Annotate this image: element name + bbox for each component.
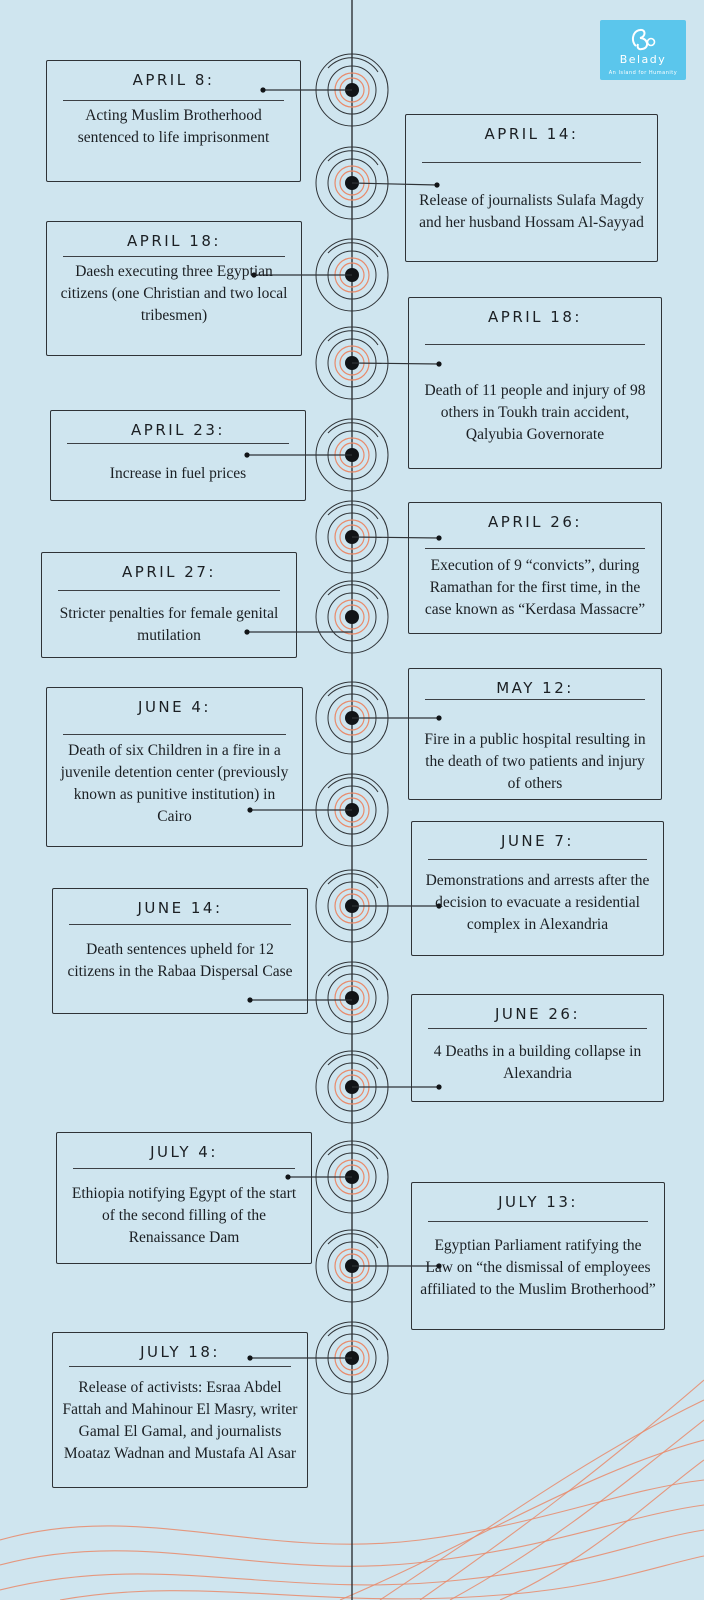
node-arc — [328, 505, 378, 519]
event-card — [411, 994, 664, 1102]
event-date: JULY 13: — [498, 1193, 578, 1211]
event-description: Death of 11 people and injury of 98 others in Toukh train accident, Qalyubia Governorate — [424, 382, 646, 443]
node-dot-7 — [345, 610, 359, 624]
logo-name: Belady — [619, 53, 667, 66]
event-divider — [58, 590, 280, 591]
node-arc — [328, 585, 378, 599]
event-date: JUNE 4: — [138, 698, 211, 716]
event-card — [56, 1132, 312, 1264]
event-date: APRIL 23: — [131, 421, 225, 439]
node-arc — [328, 1055, 378, 1069]
event-date: APRIL 8: — [132, 71, 215, 89]
node-arc — [328, 151, 378, 165]
node-arc — [328, 423, 378, 437]
event-description: Demonstrations and arrests after the decision to evacuate a residential complex in Alexandria — [425, 872, 650, 933]
node-arc — [328, 58, 378, 72]
node-arc — [328, 874, 378, 888]
event-date: JULY 18: — [140, 1343, 220, 1361]
event-divider — [428, 1028, 647, 1029]
node-arc — [328, 243, 378, 257]
event-divider — [63, 734, 286, 735]
event-divider — [73, 1168, 295, 1169]
event-card — [408, 297, 662, 469]
event-card — [46, 60, 301, 182]
logo-tagline: An Island for Humanity — [608, 70, 678, 76]
event-divider — [422, 162, 641, 163]
event-card — [50, 410, 306, 501]
event-description: Ethiopia notifying Egypt of the start of the second filling of the Renaissance Dam — [71, 1185, 297, 1246]
event-description: Egyptian Parliament ratifying the Law on “the dismissal of employees affiliated to the Muslim Brotherhood” — [420, 1237, 656, 1298]
event-card — [405, 114, 658, 262]
decorative-wave-2 — [380, 1400, 704, 1600]
event-date: APRIL 27: — [122, 563, 216, 581]
event-description: Death of six Children in a fire in a juvenile detention center (previously known as punitive institution) in Cairo — [60, 742, 289, 825]
decorative-wave-9 — [60, 1556, 704, 1600]
event-date: MAY 12: — [496, 679, 574, 697]
event-card — [52, 888, 308, 1014]
event-description: Death sentences upheld for 12 citizens in the Rabaa Dispersal Case — [67, 941, 293, 980]
event-card — [408, 668, 662, 800]
event-description: Execution of 9 “convicts”, during Ramathan for the first time, in the case known as “Kerdasa Massacre” — [424, 557, 646, 618]
event-description: Acting Muslim Brotherhood sentenced to life imprisonment — [77, 107, 270, 146]
event-card — [46, 221, 302, 356]
event-divider — [69, 924, 291, 925]
node-arc — [328, 966, 378, 980]
event-card — [408, 502, 662, 634]
event-card — [41, 552, 297, 658]
event-divider — [425, 344, 645, 345]
event-date: JUNE 14: — [137, 899, 223, 917]
event-card — [411, 1182, 665, 1330]
event-divider — [63, 100, 284, 101]
event-date: JULY 4: — [150, 1143, 218, 1161]
event-divider — [63, 256, 285, 257]
event-date: APRIL 18: — [127, 232, 221, 250]
belady-logo-icon — [600, 22, 686, 54]
event-description: Release of activists: Esraa Abdel Fattah and Mahinour El Masry, writer Gamal El Gamal, and journalists Moataz Wadnan and Mustafa Al Asar — [62, 1379, 298, 1462]
event-description: Stricter penalties for female genital mutilation — [59, 605, 279, 644]
event-divider — [425, 699, 645, 700]
event-description: 4 Deaths in a building collapse in Alexandria — [433, 1043, 642, 1082]
event-date: APRIL 18: — [488, 308, 582, 326]
event-description: Increase in fuel prices — [109, 465, 247, 482]
decorative-wave-5 — [500, 1460, 704, 1600]
node-arc — [328, 1145, 378, 1159]
node-dot-11 — [345, 991, 359, 1005]
event-card — [52, 1332, 308, 1488]
node-arc — [328, 778, 378, 792]
node-arc — [328, 1234, 378, 1248]
event-date: JUNE 26: — [494, 1005, 580, 1023]
event-date: JUNE 7: — [501, 832, 574, 850]
event-divider — [425, 548, 645, 549]
event-divider — [428, 1221, 648, 1222]
node-arc — [328, 686, 378, 700]
event-date: APRIL 14: — [484, 125, 579, 143]
event-divider — [67, 443, 289, 444]
node-arc — [328, 331, 378, 345]
node-arc — [328, 1326, 378, 1340]
event-divider — [69, 1366, 291, 1367]
event-date: APRIL 26: — [488, 513, 582, 531]
event-description: Daesh executing three Egyptian citizens (one Christian and two local tribesmen) — [60, 263, 288, 324]
event-card — [411, 821, 664, 956]
event-divider — [428, 859, 647, 860]
event-description: Release of journalists Sulafa Magdy and her husband Hossam Al-Sayyad — [419, 192, 644, 231]
event-card — [46, 687, 303, 847]
event-description: Fire in a public hospital resulting in the death of two patients and injury of others — [424, 731, 646, 792]
decorative-wave-3 — [450, 1420, 704, 1600]
belady-logo — [600, 20, 686, 80]
